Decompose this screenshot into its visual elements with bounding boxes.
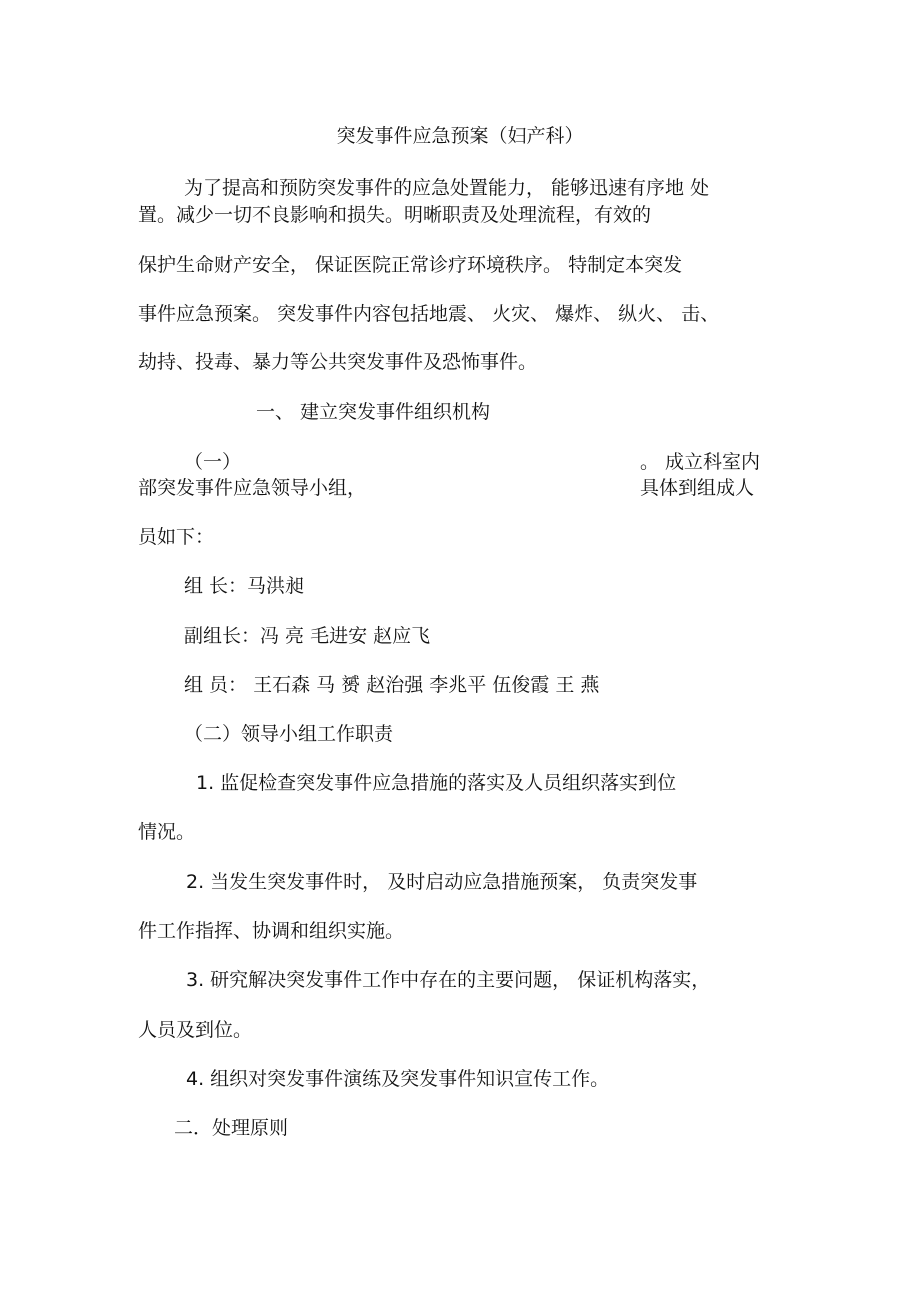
intro-line-5: 劫持、投毒、暴力等公共突发事件及恐怖事件。: [138, 351, 538, 373]
document-title: 突发事件应急预案（妇产科）: [336, 125, 584, 147]
intro-line-3: 保护生命财产安全， 保证医院正常诊疗环境秩序。 特制定本突发: [138, 254, 683, 276]
member-staff: 组 员： 王石森 马 赟 赵治强 李兆平 伍俊霞 王 燕: [184, 674, 600, 696]
duty-1-line-2: 情况。: [138, 821, 196, 843]
duty-2-line-1: 2. 当发生突发事件时， 及时启动应急措施预案， 负责突发事: [186, 871, 698, 893]
section-2-heading: 二．处理原则: [174, 1117, 289, 1139]
subsection-1-right-text: 。 成立科室内: [640, 451, 761, 473]
subsection-1-line-2-right: 具体到组成人: [640, 477, 755, 499]
subsection-1-line-2-left: 部突发事件应急领导小组，: [138, 477, 367, 499]
duty-4: 4. 组织对突发事件演练及突发事件知识宣传工作。: [186, 1068, 610, 1090]
subsection-2-heading: （二）领导小组工作职责: [184, 723, 394, 745]
subsection-1-label: （一）: [184, 451, 242, 473]
member-deputy: 副组长：冯 亮 毛进安 赵应飞: [184, 625, 431, 647]
section-1-heading: 一、 建立突发事件组织机构: [256, 401, 491, 423]
intro-line-1: 为了提高和预防突发事件的应急处置能力， 能够迅速有序地 处: [184, 177, 710, 199]
member-leader: 组 长：马洪昶: [184, 575, 305, 597]
subsection-1-line-3: 员如下：: [138, 526, 215, 548]
duty-2-line-2: 件工作指挥、协调和组织实施。: [138, 920, 405, 942]
intro-line-2: 置。减少一切不良影响和损失。明晰职责及处理流程，有效的: [138, 204, 652, 226]
duty-3-line-1: 3. 研究解决突发事件工作中存在的主要问题， 保证机构落实，: [186, 969, 711, 991]
intro-line-4: 事件应急预案。 突发事件内容包括地震、 火灾、 爆炸、 纵火、 击、: [138, 303, 720, 325]
duty-1-line-1: 1. 监促检查突发事件应急措施的落实及人员组织落实到位: [196, 772, 677, 794]
duty-3-line-2: 人员及到位。: [138, 1019, 253, 1041]
